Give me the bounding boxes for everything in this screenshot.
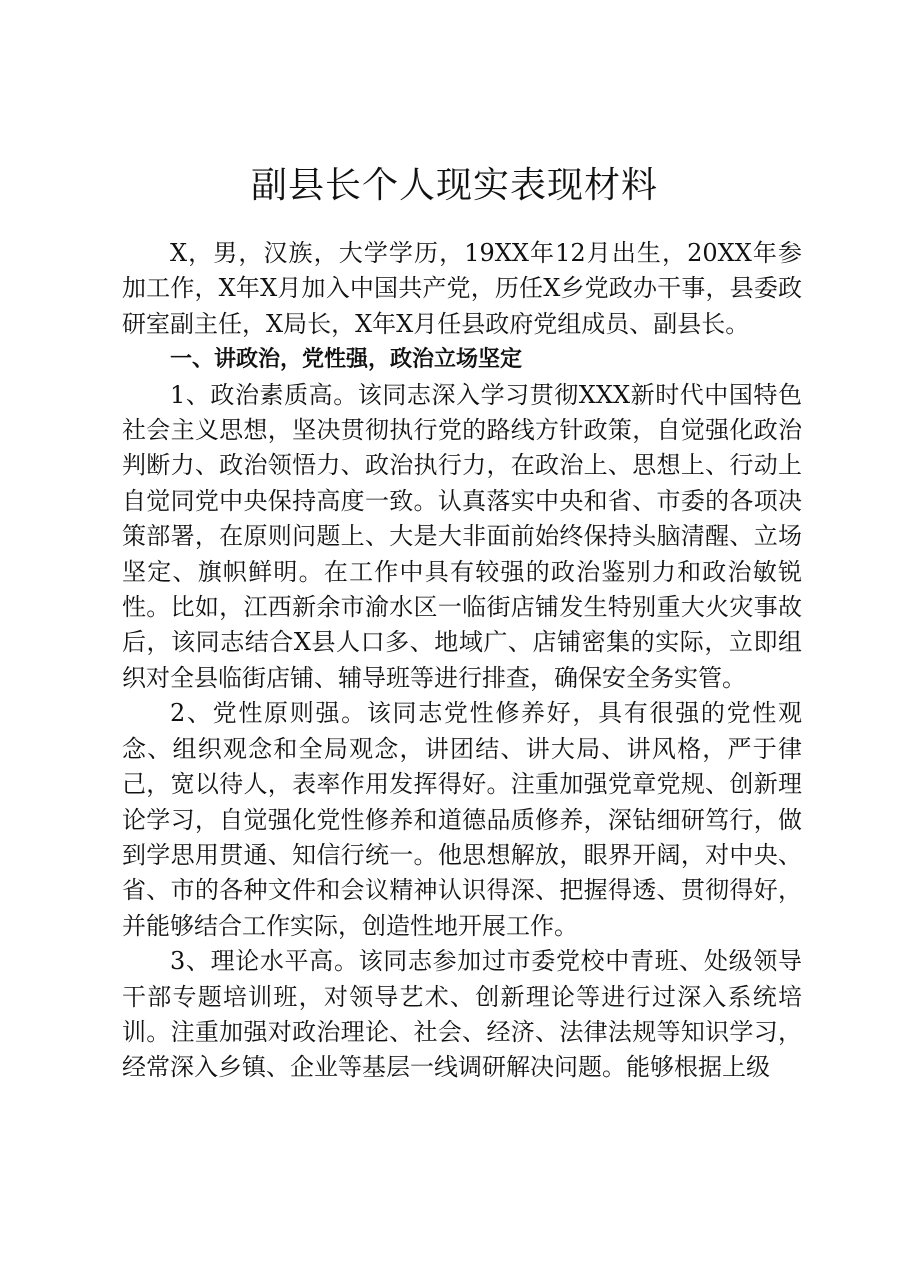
document-body (122, 236, 802, 1086)
paragraph-political-quality: 1、政治素质高。该同志深入学习贯彻XXX新时代中国特色社会主义思想，坚决贯彻执行党的路线方针政策，自觉强化政治判断力、政治领悟力、政治执行力，在政治上、思想上、行动上自觉同党中央保持高度一致。认真落实中央和省、市委的各项决策部署，在原则问题上、大是大非面前始终保持头脑清醒、立场坚定、旗帜鲜明。在工作中具有较强的政治鉴别力和政治敏锐性。比如，江西新余市渝水区一临街店铺发生特别重大火灾事故后，该同志结合X县人口多、地域广、店铺密集的实际，立即组织对全县临街店铺、辅导班等进行排查，确保安全务实管。 (122, 380, 802, 692)
section-heading: 一、讲政治，党性强，政治立场坚定 (170, 347, 523, 373)
intro-paragraph: X，男，汉族，大学学历，19XX年12月出生，20XX年参加工作，X年X月加入中国共产党，历任X乡党政办干事，县委政研室副主任，X局长，X年X月任县政府党组成员、副县长。 (122, 239, 802, 338)
document-title: 副县长个人现实表现材料 (250, 165, 658, 206)
paragraph-theory-level: 3、理论水平高。该同志参加过市委党校中青班、处级领导干部专题培训班，对领导艺术、创新理论等进行过深入系统培训。注重加强对政治理论、社会、经济、法律法规等知识学习，经常深入乡镇、企业等基层一线调研解决问题。能够根据上级 (122, 947, 802, 1082)
paragraph-party-principle: 2、党性原则强。该同志党性修养好，具有很强的党性观念、组织观念和全局观念，讲团结、讲大局、讲风格，严于律己，宽以待人，表率作用发挥得好。注重加强党章党规、创新理论学习，自觉强化党性修养和道德品质修养，深钻细研笃行，做到学思用贯通、知信行统一。他思想解放，眼界开阔，对中央、省、市的各种文件和会议精神认识得深、把握得透、贯彻得好，并能够结合工作实际，创造性地开展工作。 (122, 699, 802, 940)
